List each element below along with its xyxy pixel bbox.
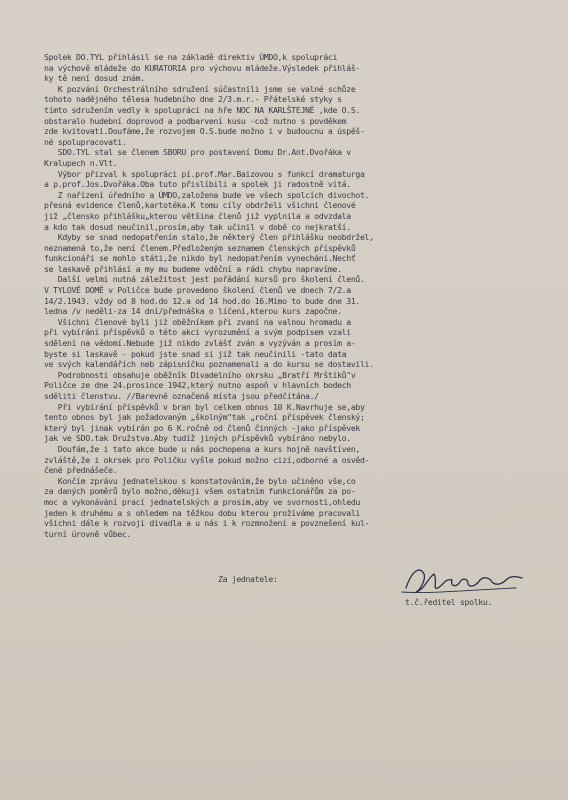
text-line: zvláště,že i okrsek pro Poličku vyšle pokud možno cizí,odborné a osvěd- xyxy=(44,454,370,465)
text-line: Podrobnosti obsahuje oběžník Divadelního okrsku „Bratří Mrštíků"v xyxy=(44,369,356,380)
text-line: Poličce ze dne 24.prosince 1942,který nutno aspoň v hlavních bodech xyxy=(44,380,351,391)
text-line: Další velmi nutná záležitost jest pořádání kursů pro školení členů. xyxy=(44,274,365,285)
text-line: jak ve SDO.tak Družstva.Aby tudíž jiných příspěvků vybíráno nebylo. xyxy=(44,433,351,444)
text-line: obstaralo hudební doprovod a podbarvení kusu -což nutno s povděkem xyxy=(44,115,347,126)
text-line: tímto sdružením vedly k spolupráci na hře NOC NA KARLŠTEJNĚ ,kde O.S. xyxy=(44,104,360,115)
handwritten-signature xyxy=(398,560,528,600)
text-line: Kralupech n.Vlt. xyxy=(44,157,118,168)
text-line: tento obnos byl jak požadovaným „školným"tak „roční příspěvek členský; xyxy=(44,412,365,423)
text-line: přesná evidence členů,kartotéka.K tomu cíly obdrželi všichni členové xyxy=(44,200,356,211)
text-line: ve svých kalendářích neb zápisníčku poznamenali a do kursu se dostavili. xyxy=(44,359,374,370)
text-line: neznamená to,že není členem.Předloženým seznamem členských příspěvků xyxy=(44,242,356,253)
text-line: Kdyby se snad nedopatřením stalo,že některý člen přihlášku neobdržel, xyxy=(44,232,374,243)
text-line: a kdo tak dosud neučinil,prosím,aby tak učinil v době co nejkratší. xyxy=(44,221,351,232)
text-line: ledna /v neděli-za 14 dní/přednáška o líčení,kterou kurs započne. xyxy=(44,306,342,317)
text-line: 14/2.1943. vždy od 8 hod.do 12.a od 14 hod.do 16.Mimo to bude dne 31. xyxy=(44,295,360,306)
text-line: na výchově mládeže do KURATORIA pro výchovu mládeže.Výsledek přihláš- xyxy=(44,62,360,73)
text-line: ky tě není dosud znám. xyxy=(44,73,145,84)
text-line: funkcionáři se mohlo státi,že nikdo byl nedopatřením vynecháni.Nechť xyxy=(44,253,356,264)
text-line: SDO.TYL stal se členem SBORU pro postavení Domu Dr.Ant.Dvořáka v xyxy=(44,147,351,158)
text-line: sděliti členstvu. //Barevně označená místa jsou předčítána./ xyxy=(44,391,319,401)
text-line: K pozvání Orchestrálního sdružení súčastnili jsme se valné schůze xyxy=(44,83,356,94)
text-line: Spolek DO.TYL přihlásil se na základě direktiv ÚMDO,k spolupráci xyxy=(44,52,338,62)
text-line: který byl jinak vybírán po 6 K.ročně od členů činných -jako příspěvek xyxy=(44,422,360,433)
text-line: zde kvitovati.Doufáme,že rozvojem O.S.bude možno i v budoucnu a úspěš- xyxy=(44,126,365,137)
text-line: jeden k druhému a s ohledem na těžkou dobu kterou prožíváme pracovali xyxy=(44,507,360,518)
text-line: tohoto nadějného tělesa hudebního dne 2/3.m.r.- Přátelské styky s xyxy=(44,94,342,105)
signatory-title: t.č.ředitel spolku. xyxy=(405,597,493,607)
text-line: Při vybírání příspěvků v bran byl celkem obnos 10 K.Navrhuje se,aby xyxy=(44,401,365,412)
text-line: sdělení na vědomí.Nebude již nikdo zvlášť zván a vyzýván a prosím a- xyxy=(44,338,356,349)
text-line: né spolupracovati. xyxy=(44,136,127,147)
text-line: Všichni členové byli již oběžníkem při zvaní na valnou hromadu a xyxy=(44,316,351,327)
text-line: turní úrovně vůbec. xyxy=(44,528,132,539)
text-line: již „člensko přihlášku„kterou většina členů již vyplnila a odvzdala xyxy=(44,210,351,221)
text-line: moc a vykonávání prací jednatelských a prosím,aby ve svornosti,ohledu xyxy=(44,496,360,507)
text-line: za daných poměrů bylo možno,děkuji všem ostatním funkcionářům za po- xyxy=(44,486,356,497)
typed-letter-body xyxy=(44,52,544,539)
text-line: byste si laskavě - pokud jste snad si již tak neučinili -tato data xyxy=(44,348,347,359)
text-line: Doufám,že i tato akce bude u nás pochopena a kurs hojně navštíven, xyxy=(44,443,360,454)
text-line: Z nařízení úředního a ÚMDO,založena bude ve všech spolcích divochot. xyxy=(44,189,370,200)
text-line: a p.prof.Jos.Dvořáka.Oba tuto přislíbili a spolek ji radostně vítá. xyxy=(44,179,351,190)
text-line: V TYLOVĚ DOMĚ v Poličce bude provedeno školení členů ve dnech 7/2.a xyxy=(44,285,351,296)
text-line: Končím zprávu jednatelskou s konstatováním,že bylo učiněno vše,co xyxy=(44,475,356,486)
signature-label: Za jednatele: xyxy=(218,574,278,584)
text-line: při vybírání příspěvků o této akci vyrozumění a svým podpisem vzali xyxy=(44,327,351,338)
text-line: Výbor přizval k spolupráci pí.prof.Mar.Baizovou s funkcí dramaturga xyxy=(44,168,365,179)
text-line: všichni dále k rozvoji divadla a u nás i k rozmnožení a povznešení kul- xyxy=(44,518,370,529)
text-line: čené přednášeče. xyxy=(44,465,118,476)
text-line: se laskavě přihlásí a my mu budeme vděční a rádi chybu napravíme. xyxy=(44,263,342,274)
